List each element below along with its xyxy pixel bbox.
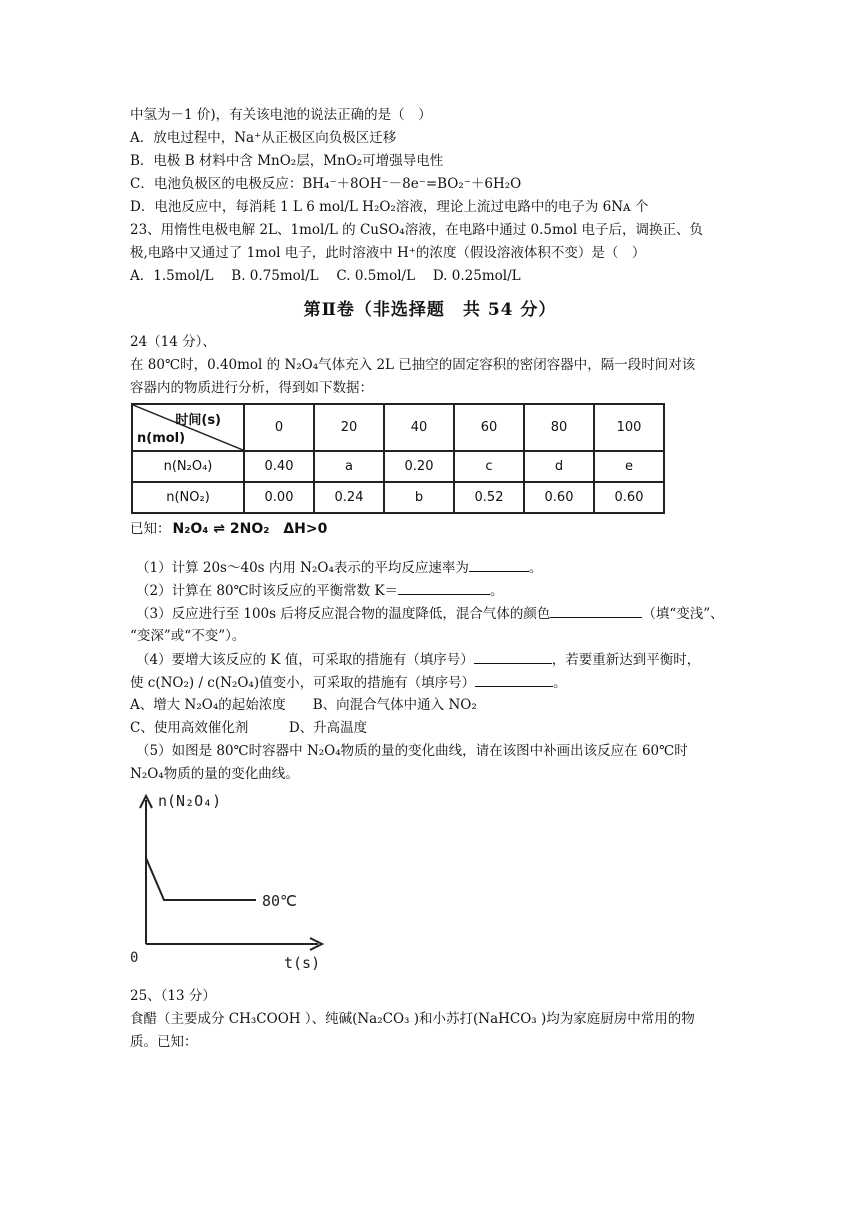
q25-line-2: 质。已知：	[130, 1034, 198, 1050]
table-cell: c	[454, 451, 524, 482]
reaction-equation: N₂O₄ ⇌ 2NO₂ ΔH>0	[172, 521, 328, 537]
q22-stem-tail: 中氢为－1 价)，有关该电池的说法正确的是（ ）	[130, 107, 432, 123]
time-header: 100	[594, 404, 664, 451]
q23-stem: 23、用惰性电极电解 2L、1mol/L 的 CuSO₄溶液，在电路中通过 0.5mol 电子后，调换正、负	[130, 222, 704, 238]
q24-part-5b: N₂O₄物质的量的变化曲线。	[130, 766, 299, 782]
q24-part-3b: “变深”或“不变”）。	[130, 628, 246, 644]
data-table	[131, 403, 665, 514]
answer-blank[interactable]	[469, 556, 529, 572]
table-header-row	[132, 404, 664, 451]
table-cell: 0.60	[594, 482, 664, 513]
answer-blank[interactable]	[474, 648, 552, 664]
q24-part-4b	[130, 671, 567, 694]
part-3-text: （3）反应进行至 100s 后将反应混合物的温度降低，混合气体的颜色	[136, 606, 551, 622]
q22-option-a: A．放电过程中，Na⁺从正极区向负极区迁移	[130, 130, 397, 146]
time-header: 60	[454, 404, 524, 451]
table-cell: 0.40	[244, 451, 314, 482]
table-cell: b	[384, 482, 454, 513]
table-cell: 0.20	[384, 451, 454, 482]
table-cell: d	[524, 451, 594, 482]
table-cell: 0.24	[314, 482, 384, 513]
x-axis-label: t(s)	[284, 954, 321, 972]
corner-label-mol: n(mol)	[137, 431, 186, 446]
q24-part-3a	[136, 602, 724, 625]
table-cell: 0.00	[244, 482, 314, 513]
time-header: 40	[384, 404, 454, 451]
origin-label: 0	[130, 950, 139, 966]
section-title: 第Ⅱ卷（非选择题 共 54 分）	[303, 300, 557, 320]
q24-header: 24（14 分）、	[130, 334, 216, 350]
time-header: 20	[314, 404, 384, 451]
part-1-end: 。	[528, 560, 543, 576]
table-row	[132, 482, 664, 513]
time-header: 80	[524, 404, 594, 451]
part-4-text: （4）要增大该反应的 K 值，可采取的措施有（填序号）	[136, 652, 474, 668]
q22-option-b: B．电极 B 材料中含 MnO₂层，MnO₂可增强导电性	[130, 153, 444, 169]
q24-part-1	[136, 556, 542, 579]
table-corner-cell	[132, 404, 244, 451]
table-cell: 0.60	[524, 482, 594, 513]
row-label: n(NO₂)	[132, 482, 244, 513]
part-1-text: （1）计算 20s～40s 内用 N₂O₄表示的平均反应速率为	[136, 560, 469, 576]
q24-intro-1: 在 80℃时，0.40mol 的 N₂O₄气体充入 2L 已抽空的固定容积的密闭容器中，隔一段时间对该	[130, 357, 696, 373]
q23-options: A．1.5mol/L B. 0.75mol/L C. 0.5mol/L D. 0.25mol/L	[130, 268, 521, 284]
table-cell: 0.52	[454, 482, 524, 513]
corner-label-time: 时间(s)	[175, 413, 221, 428]
part-2-text: （2）计算在 80℃时该反应的平衡常数 K＝	[136, 583, 399, 599]
table-row	[132, 451, 664, 482]
y-axis-label: n(N₂O₄)	[158, 792, 222, 810]
table-cell: e	[594, 451, 664, 482]
q22-option-c: C．电池负极区的电极反应：BH₄⁻＋8OH⁻－8e⁻=BO₂⁻＋6H₂O	[130, 176, 522, 192]
part-4b-text: 使 c(NO₂) / c(N₂O₄)值变小，可采取的措施有（填序号）	[130, 675, 476, 691]
answer-blank[interactable]	[550, 602, 642, 618]
q24-part-2	[136, 579, 504, 602]
answer-blank[interactable]	[475, 671, 553, 687]
time-header: 0	[244, 404, 314, 451]
q25-header: 25、（13 分）	[130, 988, 216, 1004]
q25-line-1: 食醋（主要成分 CH₃COOH ）、纯碱(Na₂CO₃ )和小苏打(NaHCO₃ )均为家庭厨房中常用的物	[130, 1011, 695, 1027]
q24-intro-2: 容器内的物质进行分析，得到如下数据：	[130, 380, 373, 396]
part-4-end: ，若要重新达到平衡时，	[551, 652, 701, 668]
q24-options-ab: A、增大 N₂O₄的起始浓度 B、向混合气体中通入 NO₂	[130, 697, 477, 713]
row-label: n(N₂O₄)	[132, 451, 244, 482]
curve-label: 80℃	[262, 892, 297, 910]
q24-options-cd: C、使用高效催化剂 D、升高温度	[130, 720, 368, 736]
answer-blank[interactable]	[398, 579, 490, 595]
known-equation-line	[130, 518, 327, 540]
known-prefix: 已知：	[130, 521, 171, 537]
q24-part-5a: （5）如图是 80℃时容器中 N₂O₄物质的量的变化曲线，请在该图中补画出该反应在 60℃时	[136, 743, 688, 759]
curve-80c	[146, 858, 256, 900]
q22-option-d: D．电池反应中，每消耗 1 L 6 mol/L H₂O₂溶液，理论上流过电路中的电子为 6Nᴀ 个	[130, 199, 649, 215]
n2o4-curve-graph	[126, 786, 336, 976]
table-cell: a	[314, 451, 384, 482]
q23-stem-2: 极,电路中又通过了 1mol 电子，此时溶液中 H⁺的浓度（假设溶液体积不变）是（ ）	[130, 245, 646, 261]
q24-part-4a	[136, 648, 700, 671]
part-4b-end: 。	[553, 675, 567, 691]
part-2-end: 。	[490, 583, 504, 599]
part-3-end: （填“变浅”、	[642, 606, 724, 622]
